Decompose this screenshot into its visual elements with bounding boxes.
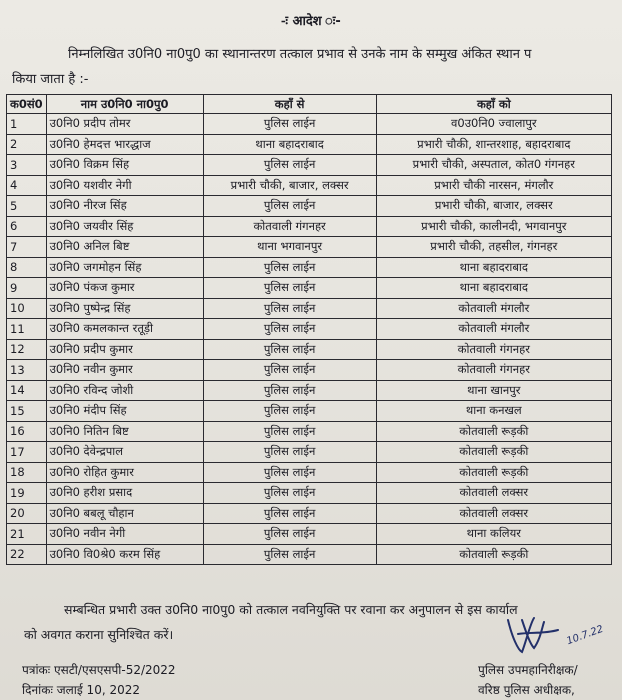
cell-to: कोतवाली गंगनहर [376, 339, 611, 360]
cell-to: प्रभारी चौकी, अस्पताल, कोत0 गंगनहर [376, 155, 611, 176]
cell-name: उ0नि0 पुष्पेन्द्र सिंह [46, 298, 203, 319]
cell-serial: 3 [7, 155, 47, 176]
cell-name: उ0नि0 मंदीप सिंह [46, 401, 203, 422]
cell-name: उ0नि0 जगमोहन सिंह [46, 257, 203, 278]
cell-from: पुलिस लाईन [203, 462, 376, 483]
cell-serial: 11 [7, 319, 47, 340]
cell-from: पुलिस लाईन [203, 339, 376, 360]
cell-from: पुलिस लाईन [203, 114, 376, 135]
cell-from: पुलिस लाईन [203, 278, 376, 299]
table-row [7, 155, 612, 176]
cell-name: उ0नि0 हेमदत्त भारद्धाज [46, 134, 203, 155]
header-name: नाम उ0नि0 ना0पु0 [46, 95, 203, 114]
table-row [7, 257, 612, 278]
cell-from: थाना बहादराबाद [203, 134, 376, 155]
cell-from: पुलिस लाईन [203, 319, 376, 340]
table-row [7, 339, 612, 360]
cell-to: प्रभारी चौकी, बाजार, लक्सर [376, 196, 611, 217]
cell-from: पुलिस लाईन [203, 503, 376, 524]
cell-to: कोतवाली रूड़की [376, 421, 611, 442]
cell-from: पुलिस लाईन [203, 483, 376, 504]
cell-serial: 15 [7, 401, 47, 422]
cell-from: थाना भगवानपुर [203, 237, 376, 258]
table-row [7, 196, 612, 217]
table-row [7, 216, 612, 237]
cell-name: उ0नि0 यशवीर नेगी [46, 175, 203, 196]
cell-name: उ0नि0 रोहित कुमार [46, 462, 203, 483]
cell-serial: 1 [7, 114, 47, 135]
cell-to: प्रभारी चौकी नारसन, मंगलौर [376, 175, 611, 196]
cell-name: उ0नि0 नीरज सिंह [46, 196, 203, 217]
cell-to: थाना खानपुर [376, 380, 611, 401]
cell-to: प्रभारी चौकी, कालीनदी, भगवानपुर [376, 216, 611, 237]
cell-serial: 22 [7, 544, 47, 565]
cell-name: उ0नि0 नितिन बिष्ट [46, 421, 203, 442]
intro-paragraph [12, 42, 622, 92]
cell-name: उ0नि0 पंकज कुमार [46, 278, 203, 299]
signature-date: 10.7.22 [565, 623, 605, 648]
cell-to: थाना कनखल [376, 401, 611, 422]
cell-serial: 9 [7, 278, 47, 299]
table-row [7, 401, 612, 422]
cell-name: उ0नि0 विक्रम सिंह [46, 155, 203, 176]
designation-line-1: पुलिस उपमहानिरीक्षक/ [478, 663, 578, 677]
intro-line-1: निम्नलिखित उ0नि0 ना0पु0 का स्थानान्तरण तत्काल प्रभाव से उनके नाम के सम्मुख अंकित स्थान प [68, 47, 532, 62]
cell-name: उ0नि0 कमलकान्त रतूड़ी [46, 319, 203, 340]
cell-serial: 16 [7, 421, 47, 442]
table-row [7, 134, 612, 155]
closing-line-1: सम्बन्धित प्रभारी उक्त उ0नि0 ना0पु0 को तत्काल नवनियुक्ति पर रवाना कर अनुपालन से इस कार्याल [64, 602, 518, 617]
cell-from: पुलिस लाईन [203, 155, 376, 176]
cell-from: पुलिस लाईन [203, 442, 376, 463]
table-row [7, 544, 612, 565]
designation-block [478, 660, 622, 700]
cell-name: उ0नि0 वि0श्रे0 करम सिंह [46, 544, 203, 565]
cell-name: उ0नि0 जयवीर सिंह [46, 216, 203, 237]
cell-to: कोतवाली रूड़की [376, 442, 611, 463]
cell-serial: 12 [7, 339, 47, 360]
table-row [7, 442, 612, 463]
header-from: कहाँ से [203, 95, 376, 114]
cell-from: पुलिस लाईन [203, 544, 376, 565]
cell-to: थाना बहादराबाद [376, 278, 611, 299]
cell-to: प्रभारी चौकी, तहसील, गंगनहर [376, 237, 611, 258]
reference-number: पत्रांकः एसटी/एसएसपी-52/2022 [22, 663, 176, 677]
cell-serial: 2 [7, 134, 47, 155]
intro-line-2: किया जाता है :- [12, 72, 89, 87]
cell-name: उ0नि0 बबलू चौहान [46, 503, 203, 524]
table-row [7, 483, 612, 504]
cell-name: उ0नि0 देवेन्द्रपाल [46, 442, 203, 463]
cell-to: थाना बहादराबाद [376, 257, 611, 278]
cell-to: कोतवाली रूड़की [376, 544, 611, 565]
cell-to: कोतवाली मंगलौर [376, 319, 611, 340]
table-row [7, 175, 612, 196]
cell-name: उ0नि0 नवीन नेगी [46, 524, 203, 545]
cell-to: कोतवाली मंगलौर [376, 298, 611, 319]
closing-line-2: को अवगत कराना सुनिश्चित करें। [24, 627, 174, 642]
cell-to: व0उ0नि0 ज्वालापुर [376, 114, 611, 135]
table-row [7, 360, 612, 381]
table-row [7, 114, 612, 135]
cell-name: उ0नि0 प्रदीप कुमार [46, 339, 203, 360]
table-row [7, 319, 612, 340]
cell-name: उ0नि0 हरीश प्रसाद [46, 483, 203, 504]
table-row [7, 278, 612, 299]
cell-from: पुलिस लाईन [203, 401, 376, 422]
designation-line-2: वरिष्ठ पुलिस अधीक्षक, [478, 683, 575, 697]
cell-to: प्रभारी चौकी, शान्तरशाह, बहादराबाद [376, 134, 611, 155]
cell-from: पुलिस लाईन [203, 257, 376, 278]
cell-from: प्रभारी चौकी, बाजार, लक्सर [203, 175, 376, 196]
table-row [7, 380, 612, 401]
cell-from: पुलिस लाईन [203, 380, 376, 401]
table-row [7, 237, 612, 258]
cell-to: थाना कलियर [376, 524, 611, 545]
table-row [7, 421, 612, 442]
cell-serial: 8 [7, 257, 47, 278]
cell-serial: 21 [7, 524, 47, 545]
cell-to: कोतवाली लक्सर [376, 483, 611, 504]
table-header-row [7, 95, 612, 114]
cell-to: कोतवाली गंगनहर [376, 360, 611, 381]
cell-from: पुलिस लाईन [203, 360, 376, 381]
cell-serial: 4 [7, 175, 47, 196]
cell-serial: 17 [7, 442, 47, 463]
transfer-table [6, 94, 612, 565]
cell-serial: 14 [7, 380, 47, 401]
table-row [7, 298, 612, 319]
header-to: कहाँ को [376, 95, 611, 114]
reference-block [22, 660, 176, 700]
cell-from: पुलिस लाईन [203, 524, 376, 545]
cell-from: पुलिस लाईन [203, 298, 376, 319]
cell-name: उ0नि0 नवीन कुमार [46, 360, 203, 381]
cell-serial: 19 [7, 483, 47, 504]
cell-serial: 10 [7, 298, 47, 319]
cell-from: पुलिस लाईन [203, 196, 376, 217]
cell-serial: 13 [7, 360, 47, 381]
cell-serial: 20 [7, 503, 47, 524]
order-heading: -ः आदेश ः- [281, 14, 341, 29]
cell-to: कोतवाली रूड़की [376, 462, 611, 483]
cell-name: उ0नि0 प्रदीप तोमर [46, 114, 203, 135]
cell-name: उ0नि0 रविन्द जोशी [46, 380, 203, 401]
cell-from: कोतवाली गंगनहर [203, 216, 376, 237]
cell-serial: 5 [7, 196, 47, 217]
header-serial: क0सं0 [7, 95, 47, 114]
cell-to: कोतवाली लक्सर [376, 503, 611, 524]
table-row [7, 462, 612, 483]
cell-name: उ0नि0 अनिल बिष्ट [46, 237, 203, 258]
cell-serial: 6 [7, 216, 47, 237]
table-row [7, 524, 612, 545]
cell-serial: 18 [7, 462, 47, 483]
reference-date: दिनांकः जलाई 10, 2022 [22, 683, 140, 697]
cell-serial: 7 [7, 237, 47, 258]
table-row [7, 503, 612, 524]
cell-from: पुलिस लाईन [203, 421, 376, 442]
